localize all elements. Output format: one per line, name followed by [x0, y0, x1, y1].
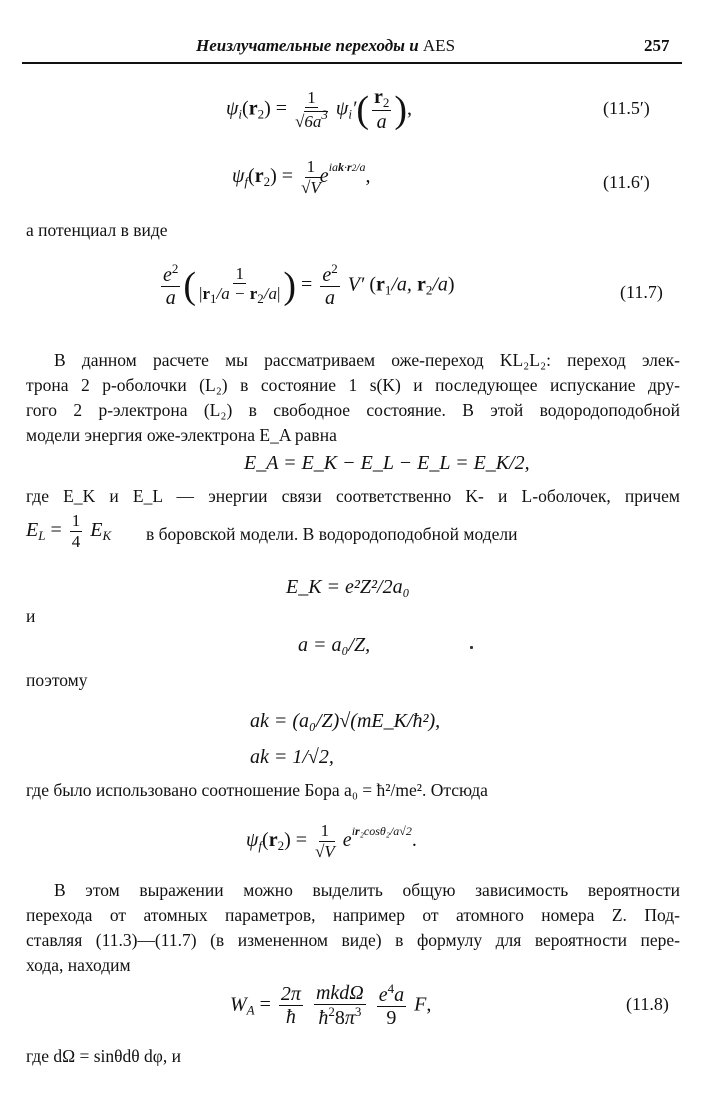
page-number: 257	[644, 36, 670, 55]
paragraph-line: и	[26, 606, 36, 626]
paragraph-line: где было использовано соотношение Бора a₀ = ħ²/me². Отсюда	[26, 780, 488, 800]
equation-el: $E_L$ = $\frac{1}{4}$ $E_K$	[26, 511, 112, 551]
paragraph-line: в боровской модели. В водородоподобной модели	[146, 524, 518, 544]
paragraph-line: В этом выражении можно выделить общую зависимость вероятности	[54, 880, 680, 900]
equation-a: a = a₀/Z,	[298, 634, 371, 656]
equation-psi-f: $\psi_f(r_2)$ = $\frac{1}{√V}$ $e^{ir_2cos\theta_2/a√2}$.	[246, 821, 417, 861]
equation-11-8: $W_A$ = $\frac{2\pi}{ħ}$ $\frac{\text{mkdΩ}}{ħ^28\pi^3}$ $\frac{e^4a}{9}$ F,	[230, 981, 432, 1029]
equation-ek: E_K = e²Z²/2a₀	[286, 576, 410, 598]
paragraph-line: а потенциал в виде	[26, 220, 168, 240]
paragraph-line: ставляя (11.3)—(11.7) (в измененном виде) в формулу для вероятности пере-	[26, 930, 680, 950]
equation-number: (11.7)	[620, 282, 663, 302]
paragraph-line: перехода от атомных параметров, например от атомного номера Z. Под-	[26, 905, 680, 925]
equation-11-7: $\frac{e^2}{a}$ ( $\frac{1}{|r_1/a - r_2/a|}$ ) = $\frac{e^2}{a}$ V′ ($r_1/a$, $r_2/a$)	[163, 261, 455, 309]
equation-11-5: $\psi_i(r_2)$ = $\frac{1}{√6a^3}$ $\psi_i'$( $\frac{r_2}{a}$ ),	[226, 86, 413, 134]
paragraph-line: трона 2 p-оболочки (L₂) в состояние 1 s(K) и последующее испускание дру-	[26, 375, 680, 395]
paragraph-line: модели энергия оже-электрона E_A равна	[26, 425, 337, 445]
paragraph-line: где dΩ = sinθdθ dφ, и	[26, 1046, 182, 1066]
paragraph	[26, 484, 680, 509]
equation-number: (11.8)	[626, 994, 669, 1014]
running-header: Неизлучательные переходы и AES	[196, 36, 456, 55]
print-speck	[470, 646, 473, 649]
paragraph-line: В данном расчете мы рассматриваем оже-переход KL₂L₂: переход элек-	[54, 350, 680, 370]
paragraph	[26, 348, 680, 448]
paragraph-line: где E_K и E_L — энергии связи соответственно K- и L-оболочек, причем	[26, 486, 680, 506]
equation-number: (11.5′)	[603, 98, 650, 118]
paragraph	[26, 878, 680, 978]
equation-number: (11.6′)	[603, 172, 650, 192]
equation-energy: E_A = E_K − E_L − E_L = E_K/2,	[244, 452, 530, 474]
equation-ak-2: ak = 1/√2,	[250, 746, 334, 768]
equation-11-6: $\psi_f(r_2)$ = $\frac{1}{√V}$ $e^{iak\cdot r2/a}$,	[232, 157, 371, 197]
paragraph-line: поэтому	[26, 670, 88, 690]
equation-ak-1: ak = (a₀/Z)√(mE_K/ħ²),	[250, 710, 441, 732]
header-rule	[22, 62, 682, 64]
paragraph-line: гого 2 p-электрона (L₂) в свободное состояние. В этой водородоподобной	[26, 400, 680, 420]
paragraph-line: хода, находим	[26, 955, 131, 975]
